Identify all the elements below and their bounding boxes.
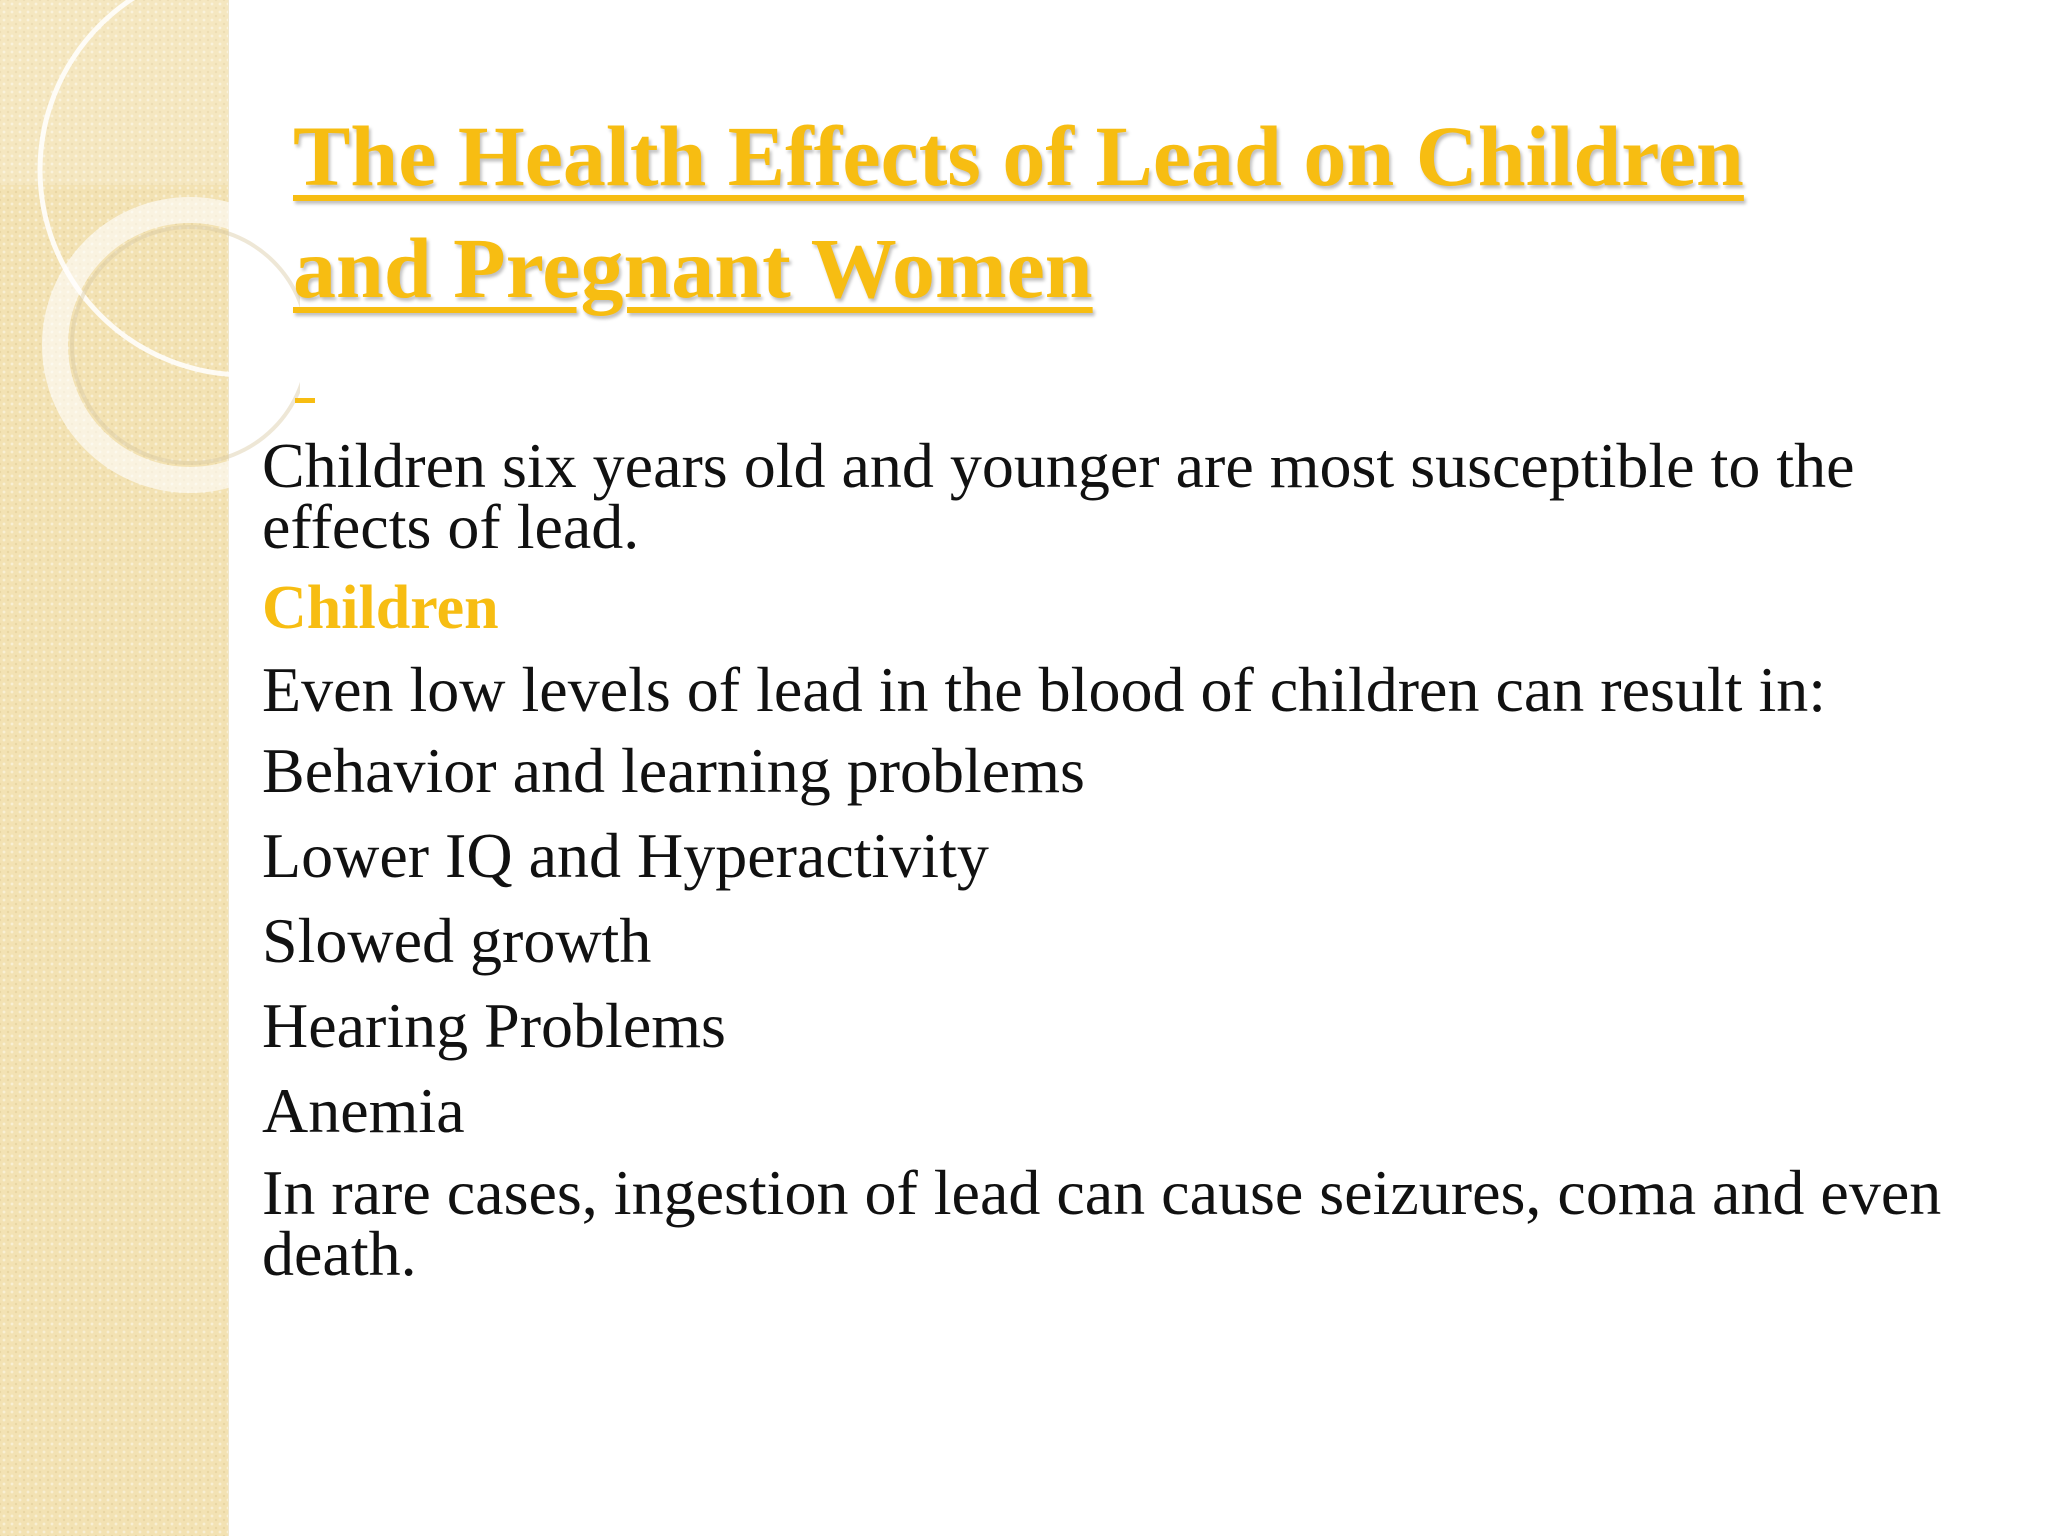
effect-item: Lower IQ and Hyperactivity [262,820,989,891]
slide-title [293,100,1893,324]
title-dash [295,398,315,403]
lead-in-paragraph: Even low levels of lead in the blood of children can result in: [262,654,1826,725]
slide-body [262,430,1962,1301]
effect-item: Hearing Problems [262,990,726,1061]
small-ring-inner [72,227,300,463]
effect-item: Slowed growth [262,905,652,976]
decorative-rings [0,0,300,520]
intro-paragraph: Children six years old and younger are most susceptible to the effects of lead. [262,430,1855,562]
title-line-2: and Pregnant Women [293,220,1093,316]
effect-item: Anemia [262,1075,465,1146]
closing-paragraph: In rare cases, ingestion of lead can cause seizures, coma and even death. [262,1157,1942,1289]
title-line-1: The Health Effects of Lead on Children [293,108,1744,204]
large-ring [40,0,300,375]
effect-item: Behavior and learning problems [262,735,1085,806]
children-subheading: Children [262,574,499,642]
